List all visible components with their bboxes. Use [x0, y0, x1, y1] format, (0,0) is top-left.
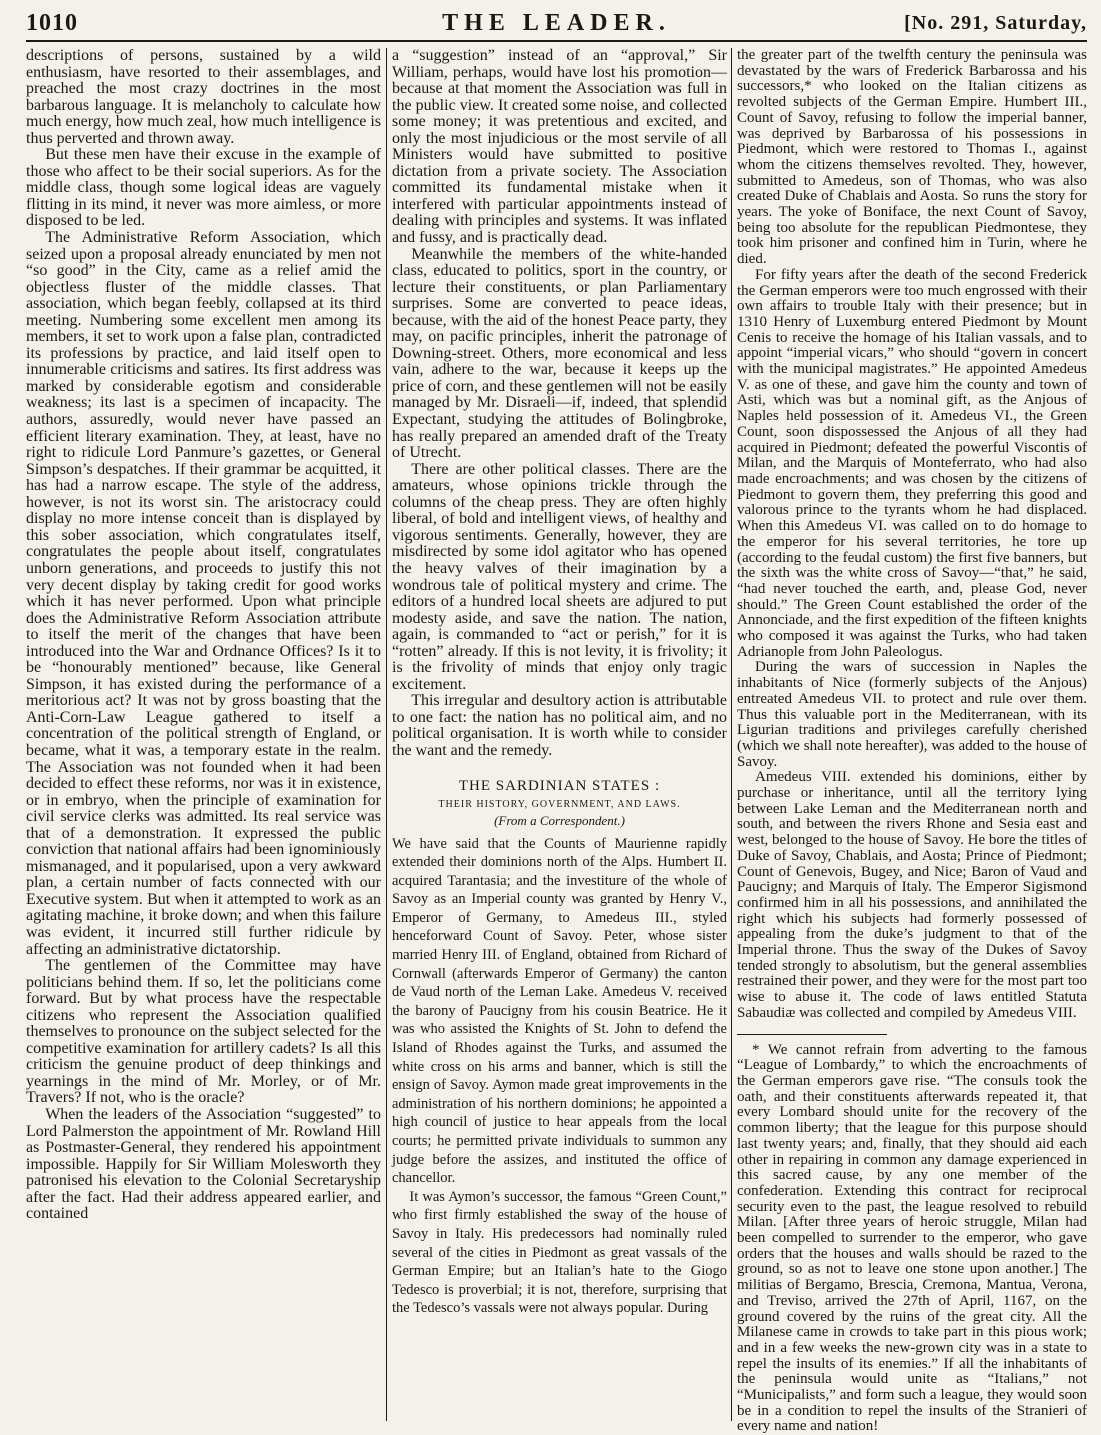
column-left	[26, 48, 381, 1421]
paragraph: Meanwhile the members of the white-handed class, educated to politics, sport in the country, or lecture their constituents, or plan Parliamentary surprises. Some are converted to peace ideas, because, with the aid of the honest Peace party, they may, on pacific principles, inherit the patronage of Downing-street. Others, more economical and less vain, adhere to the war, because it keeps up the price of corn, and these gentlemen will not be easily managed by Mr. Disraeli—if, indeed, that splendid Expectant, studying the attitudes of Bolingbroke, has really prepared an amended draft of the Treaty of Utrecht.	[392, 245, 727, 462]
paragraph: a “suggestion” instead of an “approval,” Sir William, perhaps, would have lost his promotion—because at that moment the Association was full in the public view. It created some noise, and collected some money; it was pretentious and excited, and only the most injudicious or the most servile of all Ministers would have submitted to positive dictation from a private society. The Association committed its fundamental mistake when it interfered with particular appointments instead of dealing with principles and systems. It was inflated and fussy, and is practically dead.	[392, 47, 727, 247]
paragraph: For fifty years after the death of the second Frederick the German emperors were too much engrossed with their own affairs to trouble Italy with their presence; but in 1310 Henry of Luxemburg entered Piedmont by Mount Cenis to receive the homage of his Italian vassals, and to appoint “imperial vicars,” who should “govern in concert with the municipal magistrates.” He appointed Amedeus V. as one of these, and gave him the county and town of Asti, which was but a nominal gift, as the Anjous of Naples held possession of it. Amedeus VI., the Green Count, soon dispossessed the Anjous of all they had acquired in Piedmont; defeated the powerful Viscontis of Milan, and the Marquis of Monteferrato, who had also made encroachments; and was chosen by the citizens of Piedmont to govern them, they preferring this good and valorous prince to the tyrants whom he had displaced. When this Amedeus VI. was called on to do homage to the emperor for his several territories, he tore up (according to the feudal custom) the first five banners, but the sixth was the white cross of Savoy—“that,” he said, “had never touched the earth, and, please God, never should.” The Green Count established the order of the Annonciade, and the first expedition of the fifteen knights who composed it was against the Turks, who had taken Adrianople from John Paleologus.	[737, 266, 1087, 660]
paragraph: We have said that the Counts of Maurienne rapidly extended their dominions north of the Alps. Humbert II. acquired Tarantasia; and the investiture of the whole of Savoy as an Imperial county was granted by Henry V., Emperor of Germany, to Amedeus III., styled henceforward Count of Savoy. Peter, whose sister married Henry III. of England, obtained from Richard of Cornwall (afterwards Emperor of Germany) the canton de Vaud north of the Leman Lake. Amedeus V. received the barony of Paucigny from his cousin Beatrice. He it was who assisted the Knights of St. John to defend the Island of Rhodes against the Turks, and assumed the white cross on his arms and banner, which is still the ensign of Savoy. Aymon made great improvements in the administration of his northern dominions; he appointed a high council of justice to hear appeals from the local courts; he permitted private individuals to summon any judge before the assizes, and instituted the office of chancellor.	[392, 835, 727, 1187]
masthead-title: THE LEADER.	[442, 10, 671, 36]
paragraph: Amedeus VIII. extended his dominions, either by purchase or inheritance, until all the territory lying between Lake Leman and the Mediterranean north and south, and between the rivers Rhone and Sesia east and west, belonged to the house of Savoy. He bore the titles of Duke of Savoy, Chablais, and Aosta; Prince of Piedmont; Count of Genevois, Bugey, and Nice; Baron of Vaud and Paucigny; and Marquis of Italy. The Emperor Sigismond confirmed him in all his possessions, and annihilated the right which his subjects had formerly possessed of appealing from the duke’s judgment to that of the Imperial throne. Thus the sway of the Dukes of Savoy tended strongly to absolutism, but the general assemblies restrained their power, and they were for the most part too wise to abuse it. The code of laws entitled Statuta Sabaudiæ was collected and compiled by Amedeus VIII.	[737, 769, 1087, 1021]
paragraph: The gentlemen of the Committee may have politicians behind them. If so, let the politicians come forward. But by what process have the respectable citizens who represent the Association qualified themselves to pronounce on the subject selected for the competitive examination for artillery cadets? Is all this criticism the genuine product of deep thinkings and yearnings in the mind of Mr. Morley, or of Mr. Travers? If not, who is the oracle?	[26, 957, 381, 1107]
paragraph: During the wars of succession in Naples the inhabitants of Nice (formerly subjects of the Anjous) entreated Amedeus VII. to protect and rule over them. Thus this valuable port in the Mediterranean, with its Ligurian traditions and privileges carefully cherished (which we shall note hereafter), was added to the house of Savoy.	[737, 659, 1087, 770]
paragraph: When the leaders of the Association “suggested” to Lord Palmerston the appointment of Mr. Rowland Hill as Postmaster-General, they rendered his appointment impossible. Happily for Sir William Molesworth they patronised his elevation to the Colonial Secretaryship after the fact. Had their address appeared earlier, and contained	[26, 1106, 381, 1223]
paragraph: descriptions of persons, sustained by a wild enthusiasm, have resorted to their assemblages, and preached the most crazy doctrines in the most barbarous language. It is melancholy to calculate how much energy, how much zeal, how much intelligence is thus perverted and thrown away.	[26, 47, 382, 147]
article-body	[392, 835, 727, 1318]
issue-label: [No. 291, Saturday,	[904, 12, 1087, 34]
footnote: * We cannot refrain from adverting to the famous “League of Lombardy,” to which the encroachments of the German emperors gave rise. “The consuls took the oath, and their constituents afterwards repeated it, that every Lombard should unite for the recovery of the common liberty; that the league for this purpose should last twenty years; and, finally, that they should aid each other in repairing in common any damage experienced in this sacred cause, by any one member of the confederation. Extending this contract for reciprocal security even to the past, the league resolved to rebuild Milan. [After three years of heroic struggle, Milan had been compelled to surrender to the emperor, who gave orders that the houses and walls should be razed to the ground, so as not to leave one stone upon another.] The militias of Bergamo, Brescia, Cremona, Mantua, Verona, and Treviso, arrived the 27th of April, 1167, on the ground covered by the ruins of the great city. All the Milanese came in crowds to take part in this pious work; and in a few weeks the new-grown city was in a state to repel the insults of its enemies.” If all the inhabitants of the peninsula would unite as “Italians,” not “Municipalists,” and form such a league, they would soon be in a condition to repel the insults of the Stranieri of every name and nation!	[737, 1041, 1087, 1435]
paragraph: The Administrative Reform Association, which seized upon a proposal already enunciated by men not “so good” in the City, came as a relief amid the objectless fluster of the middle classes. That association, which began feebly, collapsed at its third meeting. Numbering some excellent men among its members, it set to work upon a false plan, contradicted its professions by practice, and laid itself open to innumerable criticisms and satires. Its first address was marked by considerable egotism and considerable weakness; its last is a specimen of incapacity. The authors, assuredly, would never have passed an efficient literary examination. They, at least, have no right to ridicule Lord Panmure’s gazettes, or General Simpson’s despatches. If their grammar be acquitted, it has had a narrow escape. The style of the address, however, is not its worst sin. The aristocracy could display no more intense conceit than is displayed by this sober association, which congratulates itself, congratulates the people about itself, congratulates unborn generations, and proceeds to justify this not very decent display by taking credit for good works which it has never performed. Upon what principle does the Administrative Reform Association attribute to itself the merit of the changes that have been introduced into the War and Ordnance Offices? Is it to be “honourably mentioned” because, like General Simpson, it has existed during the performance of a meritorious act? It was not by gross boasting that the Anti-Corn-Law League gathered to itself a concentration of the political strength of England, or became, what it was, a temporary estate in the realm. The Association was not founded when it had been decided to effect these reforms, nor was it in existence, or in embryo, when the principle of examination for civil service clerks was admitted. Its real service was that of a demonstration. It expressed the public conviction that national affairs had been ignominiously mismanaged, and it popularised, upon a very awkward plan, a certain number of facts connected with our Executive system. But when it attempted to work as an agitating machine, it broke down; and when this failure was evident, it incurred still further ridicule by affecting an administrative dictatorship.	[26, 229, 381, 958]
footnote-divider	[737, 1034, 887, 1035]
article-subtitle: THEIR HISTORY, GOVERNMENT, AND LAWS.	[438, 798, 681, 810]
paragraph: But these men have their excuse in the example of those who affect to be their social superiors. As for the middle class, though some logical ideas are vaguely flitting in its mind, it never was more aimless, or more disposed to be led.	[26, 146, 381, 230]
article-byline: (From a Correspondent.)	[494, 812, 625, 828]
article-heading	[392, 778, 727, 829]
column-divider	[731, 48, 732, 1421]
page-number: 1010	[26, 10, 78, 36]
column-right	[737, 47, 1087, 1435]
column-middle	[392, 48, 727, 1421]
paragraph: the greater part of the twelfth century the peninsula was devastated by the wars of Frederick Barbarossa and his successors,* who looked on the Italian citizens as revolted subjects of the German Empire. Humbert III., Count of Savoy, refusing to follow the imperial banner, was deprived by Barbarossa of his possessions in Piedmont, which were restored to Thomas I., against whom the citizens themselves revolted. They, however, submitted to Amedeus, son of Thomas, who was also created Duke of Chablais and Aosta. So runs the story for years. The yoke of Boniface, the next Count of Savoy, being too absolute for the republican Piedmontese, they took him prisoner and confined him in Turin, where he died.	[737, 47, 1087, 268]
article-title: THE SARDINIAN STATES :	[458, 777, 661, 794]
column-divider	[386, 48, 387, 1421]
paragraph: It was Aymon’s successor, the famous “Green Count,” who first firmly established the sway of the house of Savoy in Italy. His predecessors had nominally ruled several of the cities in Piedmont as great vassals of the German Empire; but an Italian’s hate to the Giogo Tedesco is proverbial; it is not, therefore, surprising that the Tedesco’s vassals were not always popular. During	[392, 1188, 727, 1317]
paragraph: There are other political classes. There are the amateurs, whose opinions trickle through the columns of the cheap press. They are often highly liberal, of bold and intelligent views, of healthy and vigorous sentiments. Generally, however, they are misdirected by some idol agitator who has opened the heavy valves of their imagination by a wondrous tale of political mystery and crime. The editors of a hundred local sheets are adjured to put modesty aside, and save the nation. The nation, again, is commanded to “act or perish,” for it is “rotten” already. If this is not levity, it is frivolity; it is the frivolity of minds that enjoy only tragic excitement.	[392, 460, 727, 693]
paragraph: This irregular and desultory action is attributable to one fact: the nation has no political aim, and no political organisation. It is worth while to consider the want and the remedy.	[392, 692, 727, 759]
page-header	[26, 10, 1087, 42]
